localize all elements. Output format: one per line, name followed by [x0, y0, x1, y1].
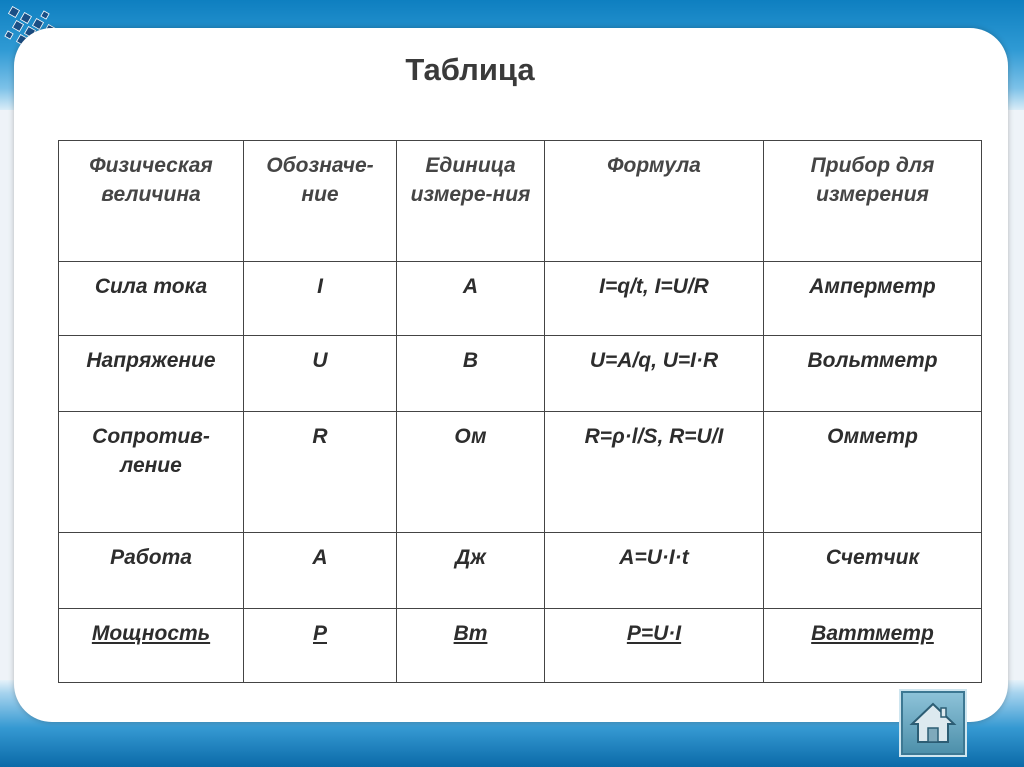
header-cell: Прибор для измерения	[764, 141, 982, 262]
header-cell: Обозначе-ние	[244, 141, 397, 262]
table-cell: Дж	[397, 533, 545, 609]
table-cell: P=U·I	[545, 609, 764, 683]
table-cell: Работа	[59, 533, 244, 609]
table-cell: Вольтметр	[764, 336, 982, 412]
table-cell: R=ρ·l/S, R=U/I	[545, 412, 764, 533]
table-cell: I=q/t, I=U/R	[545, 262, 764, 336]
table-cell: P	[244, 609, 397, 683]
header-cell: Единица измере-ния	[397, 141, 545, 262]
table-cell: Счетчик	[764, 533, 982, 609]
table-cell: Сопротив-ление	[59, 412, 244, 533]
table-cell: Вт	[397, 609, 545, 683]
table-cell: I	[244, 262, 397, 336]
table-cell: A	[244, 533, 397, 609]
physics-table	[58, 140, 982, 683]
table-cell: U	[244, 336, 397, 412]
table-cell: Ом	[397, 412, 545, 533]
table-cell: А	[397, 262, 545, 336]
table-cell: В	[397, 336, 545, 412]
table-cell: Омметр	[764, 412, 982, 533]
home-button[interactable]	[899, 689, 967, 757]
table-row	[59, 262, 982, 336]
page-title: Таблица	[405, 52, 535, 87]
table-row	[59, 336, 982, 412]
table-row	[59, 609, 982, 683]
table-cell: R	[244, 412, 397, 533]
header-cell: Физическая величина	[59, 141, 244, 262]
table-cell: Амперметр	[764, 262, 982, 336]
table-header-row	[59, 141, 982, 262]
table-cell: Сила тока	[59, 262, 244, 336]
table-row	[59, 412, 982, 533]
home-icon	[908, 698, 958, 748]
table-row	[59, 533, 982, 609]
table-cell: Напряжение	[59, 336, 244, 412]
table-cell: Мощность	[59, 609, 244, 683]
table-cell: Ваттметр	[764, 609, 982, 683]
table-cell: U=A/q, U=I·R	[545, 336, 764, 412]
header-cell: Формула	[545, 141, 764, 262]
table-cell: A=U·I·t	[545, 533, 764, 609]
